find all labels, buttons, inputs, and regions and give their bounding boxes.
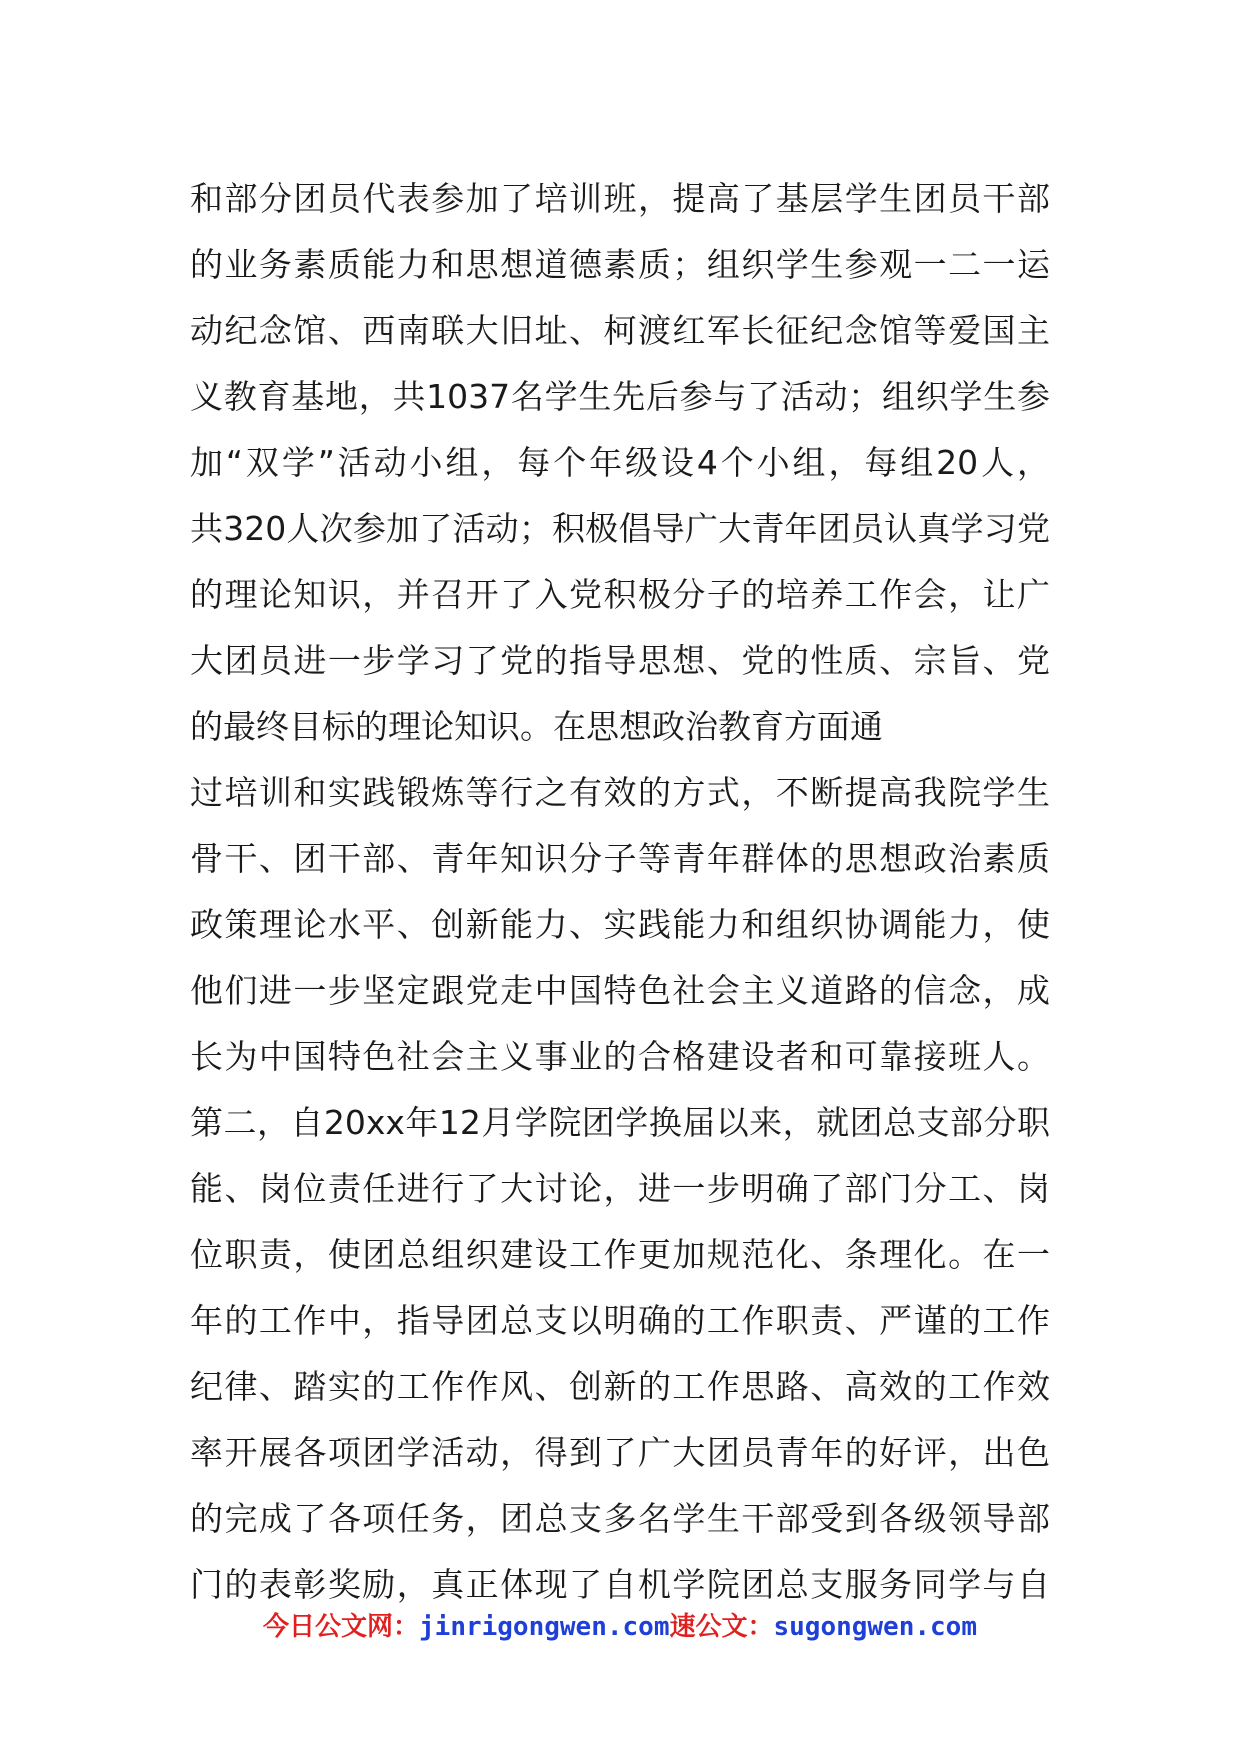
text-line: 的最终目标的理论知识。在思想政治教育方面通 xyxy=(190,707,883,746)
footer-watermark xyxy=(0,1606,1240,1643)
text-line: 第二，自20xx年12月学院团学换届以来，就团总支部分职 xyxy=(190,1103,1050,1142)
text-line: 门的表彰奖励，真正体现了自机学院团总支服务同学与自 xyxy=(190,1565,1050,1604)
text-line: 的理论知识，并召开了入党积极分子的培养工作会，让广 xyxy=(190,575,1050,614)
text-line: 过培训和实践锻炼等行之有效的方式，不断提高我院学生 xyxy=(190,773,1050,812)
text-line: 动纪念馆、西南联大旧址、柯渡红军长征纪念馆等爱国主 xyxy=(190,311,1050,350)
footer-site1-name: 今日公文网： xyxy=(263,1612,420,1642)
text-line: 共320人次参加了活动；积极倡导广大青年团员认真学习党 xyxy=(190,509,1050,548)
text-line: 的完成了各项任务，团总支多名学生干部受到各级领导部 xyxy=(190,1499,1050,1538)
text-line: 义教育基地，共1037名学生先后参与了活动；组织学生参 xyxy=(190,377,1050,416)
text-line: 的业务素质能力和思想道德素质；组织学生参观一二一运 xyxy=(190,245,1050,284)
text-line: 率开展各项团学活动，得到了广大团员青年的好评，出色 xyxy=(190,1433,1050,1472)
text-line: 能、岗位责任进行了大讨论，进一步明确了部门分工、岗 xyxy=(190,1169,1050,1208)
text-line: 政策理论水平、创新能力、实践能力和组织协调能力，使 xyxy=(190,905,1050,944)
text-line: 他们进一步坚定跟党走中国特色社会主义道路的信念，成 xyxy=(190,971,1050,1010)
footer-site2-name: 速公文： xyxy=(669,1612,774,1642)
text-line: 长为中国特色社会主义事业的合格建设者和可靠接班人。 xyxy=(190,1037,1050,1076)
footer-site2-link[interactable]: sugongwen.com xyxy=(773,1612,977,1642)
footer-site1-link[interactable]: jinrigongwen.com xyxy=(419,1612,670,1642)
text-line: 位职责，使团总组织建设工作更加规范化、条理化。在一 xyxy=(190,1235,1050,1274)
text-line: 年的工作中，指导团总支以明确的工作职责、严谨的工作 xyxy=(190,1301,1050,1340)
text-line: 大团员进一步学习了党的指导思想、党的性质、宗旨、党 xyxy=(190,641,1050,680)
text-line: 加“双学”活动小组，每个年级设4个小组，每组20人， xyxy=(190,443,1050,482)
text-line: 骨干、团干部、青年知识分子等青年群体的思想政治素质 xyxy=(190,839,1050,878)
text-line: 和部分团员代表参加了培训班，提高了基层学生团员干部 xyxy=(190,179,1050,218)
text-line: 纪律、踏实的工作作风、创新的工作思路、高效的工作效 xyxy=(190,1367,1050,1406)
body-text xyxy=(190,166,1050,1618)
